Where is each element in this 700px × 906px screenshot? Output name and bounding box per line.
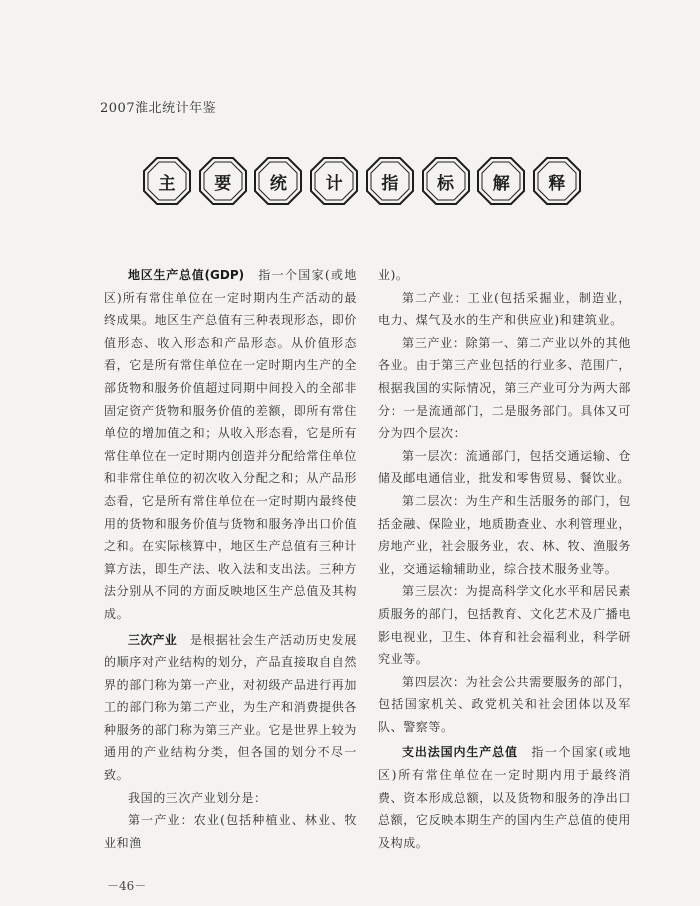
title-char: 指 [381,173,399,194]
title-ornament-7 [476,156,526,206]
industry-text: 是根据社会生产活动历史发展的顺序对产业结构的划分，产品直接取自自然界的部门称为第一产业，对初级产品进行再加工的部门称为第二产业，为生产和消费提供各种服务的部门称为第三产业。它是世界上较为通用的产业结构分类，但各国的划分不尽一致。 [104,632,357,783]
primary-industry-cont: 业)。 [378,268,409,282]
title-ornament-2 [198,156,248,206]
title-char: 释 [548,173,566,194]
tertiary-industry: 第三产业：除第一、第二产业以外的其他各业。由于第三产业包括的行业多、范围广，根据我国的实际情况，第三产业可分为两大部分：一是流通部门，二是服务部门。具体又可分为四个层次： [378,335,631,441]
title-char: 计 [325,173,343,194]
primary-industry: 第一产业：农业(包括种植业、林业、牧业和渔 [104,813,357,850]
yearbook-title: 2007淮北统计年鉴 [100,101,217,116]
expenditure-gdp-definition [378,741,631,854]
left-column [104,264,357,854]
tertiary-level-3: 第三层次：为提高科学文化水平和居民素质服务的部门，包括教育、文化艺术及广播电影电视业，卫生、体育和社会福利业，科学研究业等。 [378,584,631,667]
expenditure-term: 支出法国内生产总值 [402,745,518,760]
title-char: 标 [437,173,455,194]
expenditure-text: 指一个国家(或地区)所有常住单位在一定时期内用于最终消费、资本形成总额，以及货物和服务的净出口总额，它反映本期生产的国内生产总值的使用及构成。 [378,745,631,850]
industry-term: 三次产业 [128,632,178,647]
tertiary-level-4: 第四层次：为社会公共需要服务的部门，包括国家机关、政党机关和社会团体以及军队、警察等。 [378,674,631,734]
section-title [142,148,582,214]
title-ornament-1 [142,156,192,206]
tertiary-level-2: 第二层次：为生产和生活服务的部门，包括金融、保险业，地质勘查业、水利管理业，房地产业，社会服务业，农、林、牧、渔服务业，交通运输辅助业，综合技术服务业等。 [378,493,631,576]
title-ornament-6 [421,156,471,206]
title-char: 主 [158,173,176,194]
division-intro: 我国的三次产业划分是： [128,790,267,805]
title-ornament-8 [532,156,582,206]
industry-definition [104,629,357,787]
title-char: 统 [269,173,287,194]
tertiary-level-1: 第一层次：流通部门，包括交通运输、仓储及邮电通信业，批发和零售贸易、餐饮业。 [378,448,631,486]
gdp-text: 指一个国家(或地区)所有常住单位在一定时期内生产活动的最终成果。地区生产总值有三种表现形态，即价值形态、收入形态和产品形态。从价值形态看，它是所有常住单位在一定时期内生产的全部货物和服务价值超过同期中间投入的全部非固定资产货物和服务价值的差额，即所有常住单位的增加值之和；从收入形态看，它是所有常住单位在一定时期内创造并分配给常住单位和非常住单位的初次收入分配之和；从产品形态看，它是所有常住单位在一定时期内最终使用的货物和服务价值与货物和服务净出口价值之和。在实际核算中，地区生产总值有三种计算方法，即生产法、收入法和支出法。三种方法分别从不同的方面反映地区生产总值及其构成。 [104,268,358,621]
gdp-definition [104,264,357,626]
title-char: 解 [492,173,510,194]
title-ornament-5 [365,156,415,206]
page-number: －46－ [107,879,147,893]
secondary-industry: 第二产业：工业(包括采掘业，制造业，电力、煤气及水的生产和供应业)和建筑业。 [378,290,631,328]
gdp-term: 地区生产总值(GDP) [128,268,245,282]
title-char: 要 [214,173,232,194]
title-ornament-3 [253,156,303,206]
title-ornament-4 [309,156,359,206]
right-column [378,264,631,854]
